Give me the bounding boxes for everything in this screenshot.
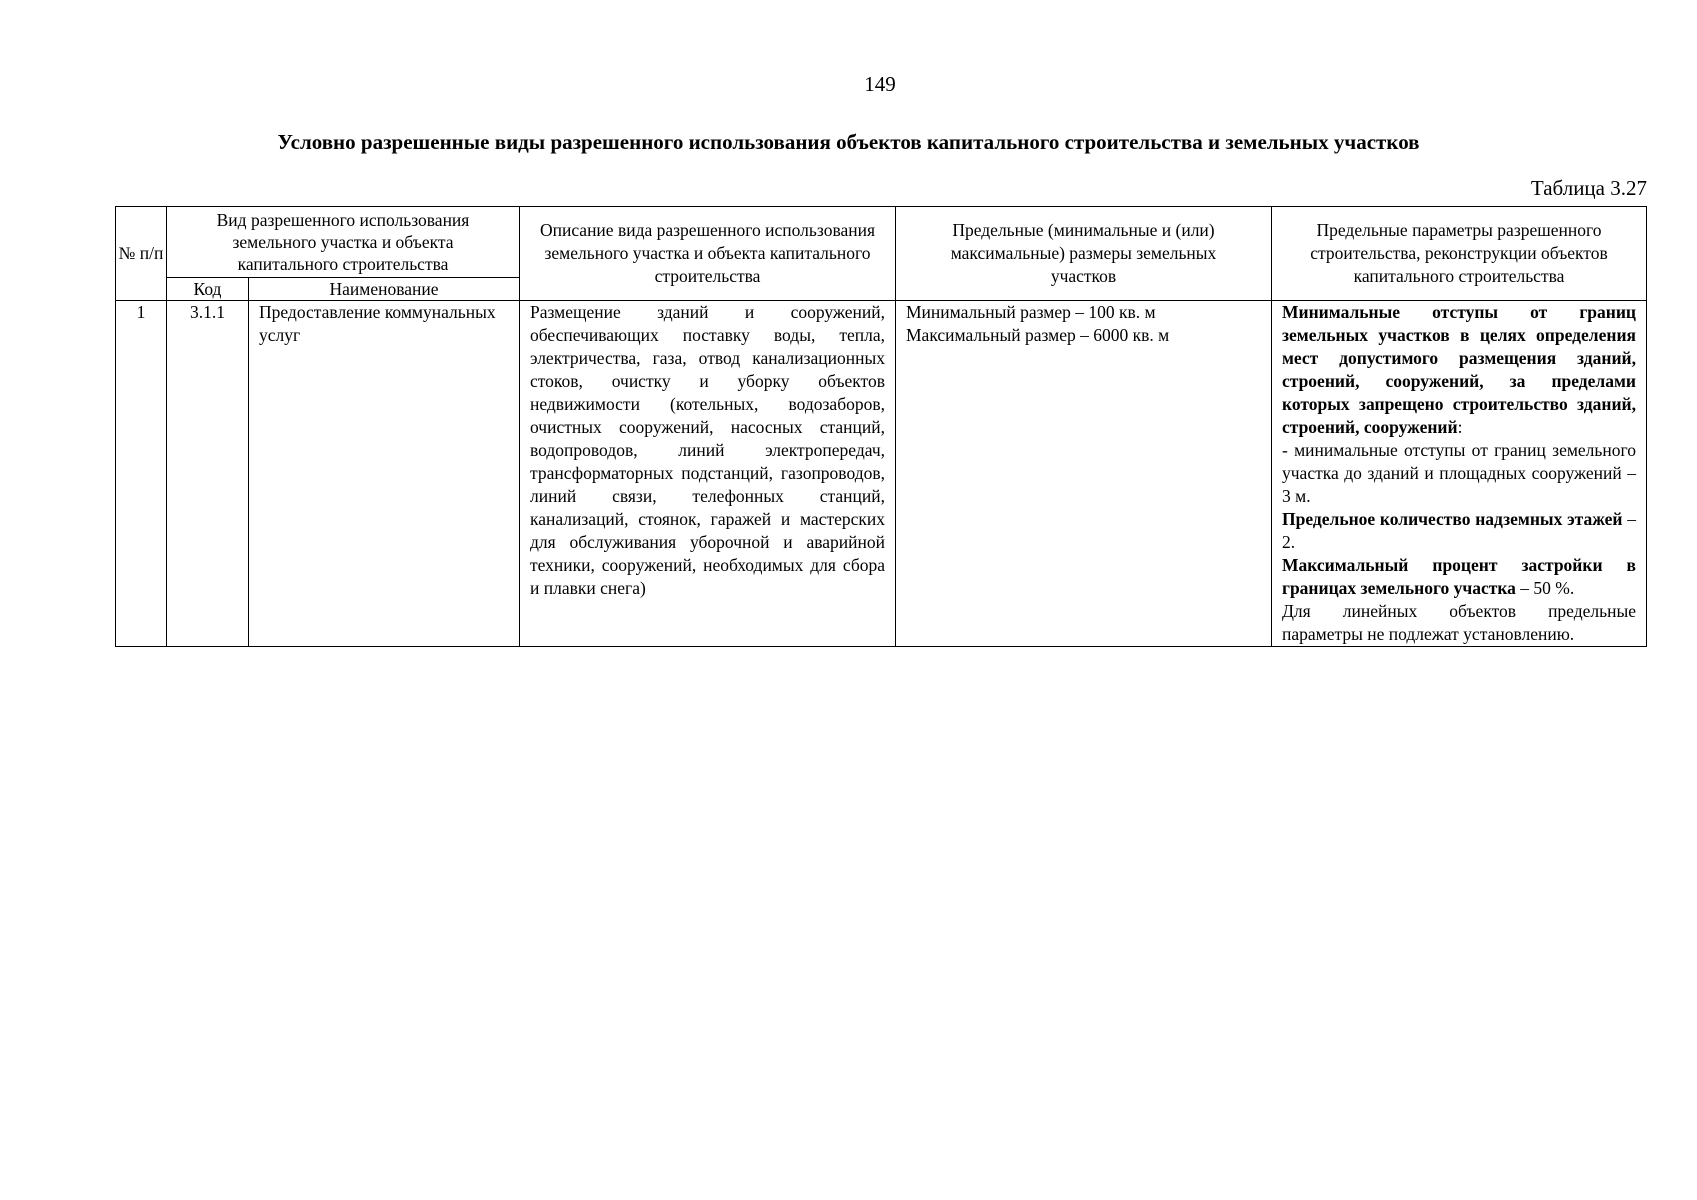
header-sizes: Предельные (минимальные и (или) максимальные) размеры земельных участков — [896, 207, 1272, 301]
floors-heading: Предельное количество надземных этажей — [1282, 509, 1623, 529]
header-num: № п/п — [116, 207, 167, 301]
header-name: Наименование — [249, 278, 520, 301]
land-use-table — [115, 206, 1647, 647]
cell-num: 1 — [116, 301, 167, 647]
linear-note: Для линейных объектов предельные параметры не подлежат установлению. — [1282, 601, 1636, 644]
coverage-heading: Максимальный процент застройки в границах земельного участка — [1282, 555, 1636, 598]
setback-colon: : — [1457, 417, 1463, 437]
cell-sizes — [896, 301, 1272, 647]
coverage-value: – 50 %. — [1515, 578, 1575, 598]
page-number: 149 — [864, 72, 896, 96]
cell-code: 3.1.1 — [167, 301, 249, 647]
document-title: Условно разрешенные виды разрешенного использования объектов капитального строительства и земельных участков — [277, 130, 1420, 154]
coverage-block — [1282, 554, 1636, 600]
setback-block — [1282, 301, 1636, 439]
header-vid-group: Вид разрешенного использования земельного участка и объекта капитального строительства — [167, 207, 520, 278]
header-description: Описание вида разрешенного использования земельного участка и объекта капитального строительства — [520, 207, 896, 301]
cell-name: Предоставление коммунальных услуг — [249, 301, 520, 647]
table-row — [116, 301, 1647, 647]
size-min: Минимальный размер – 100 кв. м — [906, 302, 1156, 322]
header-code: Код — [167, 278, 249, 301]
cell-description: Размещение зданий и сооружений, обеспечивающих поставку воды, тепла, электричества, газа, отвод канализационных стоков, очистку и уборку объектов недвижимости (котельных, водозаборов, очистных сооружений, насосных станций, водопроводов, линий электропередач, трансформаторных подстанций, газопроводов, линий связи, телефонных станций, канализаций, стоянок, гаражей и мастерских для обслуживания уборочной и аварийной техники, сооружений, необходимых для сбора и плавки снега) — [520, 301, 896, 647]
floors-value: – 2. — [1282, 509, 1637, 552]
floors-block — [1282, 508, 1636, 554]
table-caption: Таблица 3.27 — [1530, 176, 1647, 200]
header-params: Предельные параметры разрешенного строительства, реконструкции объектов капитального строительства — [1272, 207, 1647, 301]
setback-value: - минимальные отступы от границ земельного участка до зданий и площадных сооружений – 3 м. — [1282, 440, 1636, 506]
setback-heading: Минимальные отступы от границ земельных участков в целях определения мест допустимого размещения зданий, строений, сооружений, за пределами которых запрещено строительство зданий, строений, сооружений — [1282, 302, 1636, 437]
cell-params — [1272, 301, 1647, 647]
size-max: Максимальный размер – 6000 кв. м — [906, 325, 1170, 345]
